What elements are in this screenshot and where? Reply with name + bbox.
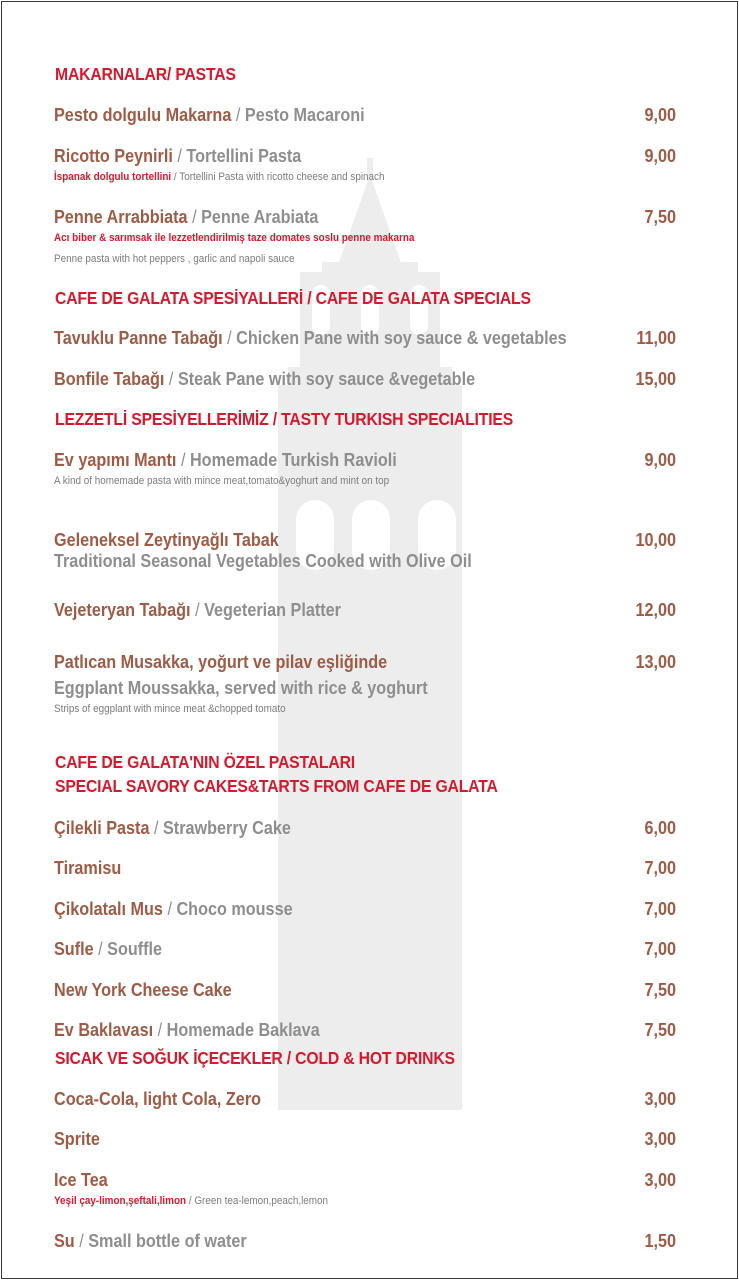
menu-item-ricotto: [54, 146, 301, 167]
price: 7,00: [644, 858, 676, 878]
item-name-tr: Ev Baklavası: [54, 1020, 154, 1040]
item-name-tr: Pesto dolgulu Makarna: [54, 105, 232, 125]
price: 7,50: [644, 980, 676, 1000]
separator: /: [98, 939, 103, 959]
separator: /: [168, 369, 174, 389]
price: 9,00: [644, 146, 676, 166]
price: 7,00: [644, 899, 676, 919]
separator: /: [157, 1020, 163, 1040]
section-heading-turkish: LEZZETLİ SPESİYELLERİMİZ / TASTY TURKISH SPECIALITIES: [55, 409, 514, 429]
section-heading-cakes-tr: CAFE DE GALATA'NIN ÖZEL PASTALARI: [55, 752, 355, 772]
item-name-tr: Bonfile Tabağı: [54, 369, 165, 389]
menu-item-musakka: [54, 652, 387, 673]
price: 15,00: [635, 369, 676, 389]
description-en: Penne pasta with hot peppers , garlic and napoli sauce: [54, 253, 295, 265]
item-name-tr: Su: [54, 1231, 75, 1251]
price: 3,00: [644, 1089, 676, 1109]
item-name-tr: Ev yapımı Mantı: [54, 450, 177, 470]
description-en: A kind of homemade pasta with mince meat,tomato&yoghurt and mint on top: [54, 475, 390, 487]
menu-item-baklava: [54, 1020, 320, 1041]
item-name-en: Tortellini Pasta: [186, 146, 302, 166]
menu-item-sufle: [54, 939, 162, 960]
price: 7,00: [644, 939, 676, 959]
description-en: Green tea-lemon,peach,lemon: [194, 1195, 329, 1207]
description-tr: İspanak dolgulu tortellini: [54, 171, 172, 183]
price: 12,00: [635, 600, 676, 620]
separator: /: [188, 1195, 192, 1207]
menu-item-cikolata: [54, 899, 293, 920]
separator: /: [79, 1231, 84, 1251]
price: 7,50: [644, 207, 676, 227]
separator: /: [195, 600, 200, 620]
separator: /: [173, 171, 177, 183]
item-description: [54, 475, 389, 487]
separator: /: [192, 207, 197, 227]
item-name-tr: Sufle: [54, 939, 94, 959]
description-en: Strips of eggplant with mince meat &chopped tomato: [54, 703, 286, 715]
item-name-en: Small bottle of water: [88, 1231, 247, 1251]
price: 10,00: [635, 530, 676, 550]
description-tr: Yeşil çay-limon,şeftali,limon: [54, 1195, 187, 1207]
menu-item-bonfile: [54, 369, 475, 390]
price: 9,00: [644, 450, 676, 470]
menu-item-penne: [54, 207, 318, 228]
item-description: [54, 171, 385, 183]
item-name-en: Homemade Turkish Ravioli: [189, 450, 397, 470]
item-name-tr: Geleneksel Zeytinyağlı Tabak: [54, 530, 279, 550]
price: 1,50: [644, 1231, 676, 1251]
price: 6,00: [644, 818, 676, 838]
price: 7,50: [644, 1020, 676, 1040]
separator: /: [180, 450, 186, 470]
item-name-tr: New York Cheese Cake: [54, 980, 232, 1000]
item-description-tr: [54, 232, 414, 244]
price: 11,00: [636, 328, 676, 348]
menu-item-zeytinyagli: [54, 530, 279, 551]
item-name-tr: Çilekli Pasta: [54, 818, 150, 838]
item-name-tr: Patlıcan Musakka, yoğurt ve pilav eşliğinde: [54, 652, 388, 672]
separator: /: [153, 818, 159, 838]
item-description-en: [54, 253, 295, 265]
menu-item-pesto: [54, 105, 365, 126]
separator: /: [167, 899, 172, 919]
item-description: [54, 1195, 328, 1207]
item-description: [54, 703, 286, 715]
price: 9,00: [644, 105, 676, 125]
menu-item-vejeteryan: [54, 600, 341, 621]
menu-item-chicken: [54, 328, 567, 349]
price: 13,00: [635, 652, 676, 672]
item-name-tr: Sprite: [54, 1129, 100, 1149]
menu-item-cheesecake: [54, 980, 232, 1001]
item-name-tr: Coca-Cola, light Cola, Zero: [54, 1089, 262, 1109]
menu-item-manti: [54, 450, 397, 471]
item-name-tr: Ricotto Peynirli: [54, 146, 173, 166]
menu-item-su: [54, 1231, 247, 1252]
item-name-en: Homemade Baklava: [166, 1020, 320, 1040]
item-name-en: Choco mousse: [176, 899, 293, 919]
item-name-tr: Tiramisu: [54, 858, 122, 878]
item-name-tr: Tavuklu Panne Tabağı: [54, 328, 223, 348]
item-name-en: Pesto Macaroni: [244, 105, 365, 125]
price: 3,00: [644, 1170, 676, 1190]
item-name-tr: Ice Tea: [54, 1170, 108, 1190]
section-heading-pastas: MAKARNALAR/ PASTAS: [55, 64, 236, 84]
item-name-en: Penne Arabiata: [201, 207, 319, 227]
section-heading-cakes-en: SPECIAL SAVORY CAKES&TARTS FROM CAFE DE GALATA: [55, 776, 498, 796]
item-name-tr: Çikolatalı Mus: [54, 899, 163, 919]
item-name-tr: Vejeteryan Tabağı: [54, 600, 191, 620]
separator: /: [227, 328, 232, 348]
separator: /: [177, 146, 182, 166]
item-name-en: Vegeterian Platter: [204, 600, 341, 620]
price: 3,00: [644, 1129, 676, 1149]
item-name-en: Traditional Seasonal Vegetables Cooked with Olive Oil: [54, 551, 472, 571]
menu-item-sprite: [54, 1129, 100, 1150]
description-en: Tortellini Pasta with ricotto cheese and spinach: [179, 171, 385, 183]
menu-item-icetea: [54, 1170, 108, 1191]
separator: /: [235, 105, 241, 125]
item-name-en: Souffle: [107, 939, 163, 959]
description-tr: Acı biber & sarımsak ile lezzetlendirilmiş taze domates soslu penne makarna: [54, 232, 415, 244]
menu-item-cola: [54, 1089, 261, 1110]
item-name-tr: Penne Arrabbiata: [54, 207, 188, 227]
section-heading-drinks: SICAK VE SOĞUK İÇECEKLER / COLD & HOT DRINKS: [55, 1048, 455, 1068]
item-name-en: Chicken Pane with soy sauce & vegetables: [236, 328, 567, 348]
section-heading-specials: CAFE DE GALATA SPESİYALLERİ / CAFE DE GALATA SPECIALS: [55, 288, 531, 308]
menu-item-tiramisu: [54, 858, 121, 879]
item-name-en: Eggplant Moussakka, served with rice & yoghurt: [54, 678, 428, 698]
menu-item-cilekli: [54, 818, 291, 839]
item-name-en: Strawberry Cake: [162, 818, 291, 838]
item-name-en: Steak Pane with soy sauce &vegetable: [177, 369, 476, 389]
